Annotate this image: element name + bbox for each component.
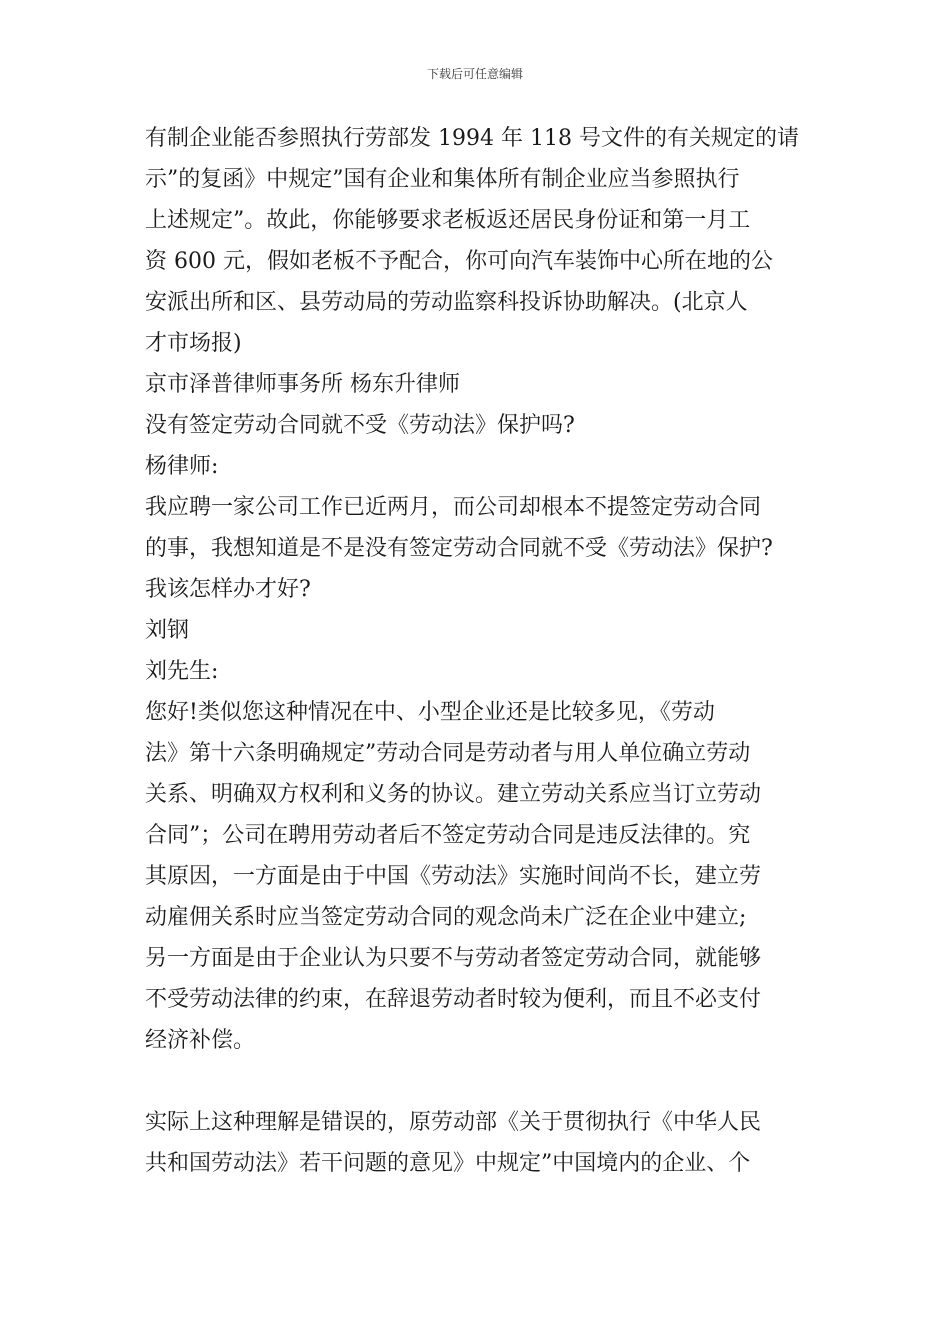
text-line: 我应聘一家公司工作已近两月，而公司却根本不提签定劳动合同 [145, 495, 762, 520]
text-line: 的事，我想知道是不是没有签定劳动合同就不受《劳动法》保护? [145, 536, 773, 561]
text-line: 资 600 元，假如老板不予配合，你可向汽车装饰中心所在地的公 [145, 249, 773, 274]
text-line: 安派出所和区、县劳动局的劳动监察科投诉协助解决。(北京人 [145, 290, 748, 315]
text-line: 另一方面是由于企业认为只要不与劳动者签定劳动合同，就能够 [145, 946, 762, 971]
text-line: 示”的复函》中规定”国有企业和集体所有制企业应当参照执行 [145, 167, 740, 192]
text-line: 实际上这种理解是错误的，原劳动部《关于贯彻执行《中华人民 [145, 1110, 762, 1135]
text-line: 京市泽普律师事务所 杨东升律师 [145, 372, 460, 397]
text-line: 才市场报) [145, 331, 242, 356]
text-line: 关系、明确双方权利和义务的协议。建立劳动关系应当订立劳动 [145, 782, 762, 807]
paragraph-gap [145, 1061, 810, 1102]
text-line: 共和国劳动法》若干问题的意见》中规定”中国境内的企业、个 [145, 1151, 751, 1176]
text-line: 上述规定”。故此，你能够要求老板返还居民身份证和第一月工 [145, 208, 751, 233]
text-line: 刘钢 [145, 618, 190, 643]
text-line: 杨律师: [145, 454, 219, 479]
page-header: 下载后可任意编辑 [426, 67, 523, 81]
text-line: 刘先生: [145, 659, 219, 684]
text-line: 其原因，一方面是由于中国《劳动法》实施时间尚不长，建立劳 [145, 864, 762, 889]
text-line: 有制企业能否参照执行劳部发 1994 年 118 号文件的有关规定的请 [145, 126, 799, 151]
text-line: 动雇佣关系时应当签定劳动合同的观念尚未广泛在企业中建立; [145, 905, 747, 930]
text-line: 您好!类似您这种情况在中、小型企业还是比较多见，《劳动 [145, 700, 715, 725]
text-line: 没有签定劳动合同就不受《劳动法》保护吗? [145, 413, 575, 438]
text-line: 不受劳动法律的约束，在辞退劳动者时较为便利，而且不必支付 [145, 987, 762, 1012]
text-line: 我该怎样办才好? [145, 577, 311, 602]
text-line: 合同”；公司在聘用劳动者后不签定劳动合同是违反法律的。究 [145, 823, 751, 848]
text-line: 经济补偿。 [145, 1028, 256, 1053]
text-line: 法》第十六条明确规定”劳动合同是劳动者与用人单位确立劳动 [145, 741, 751, 766]
document-body [145, 118, 810, 1184]
